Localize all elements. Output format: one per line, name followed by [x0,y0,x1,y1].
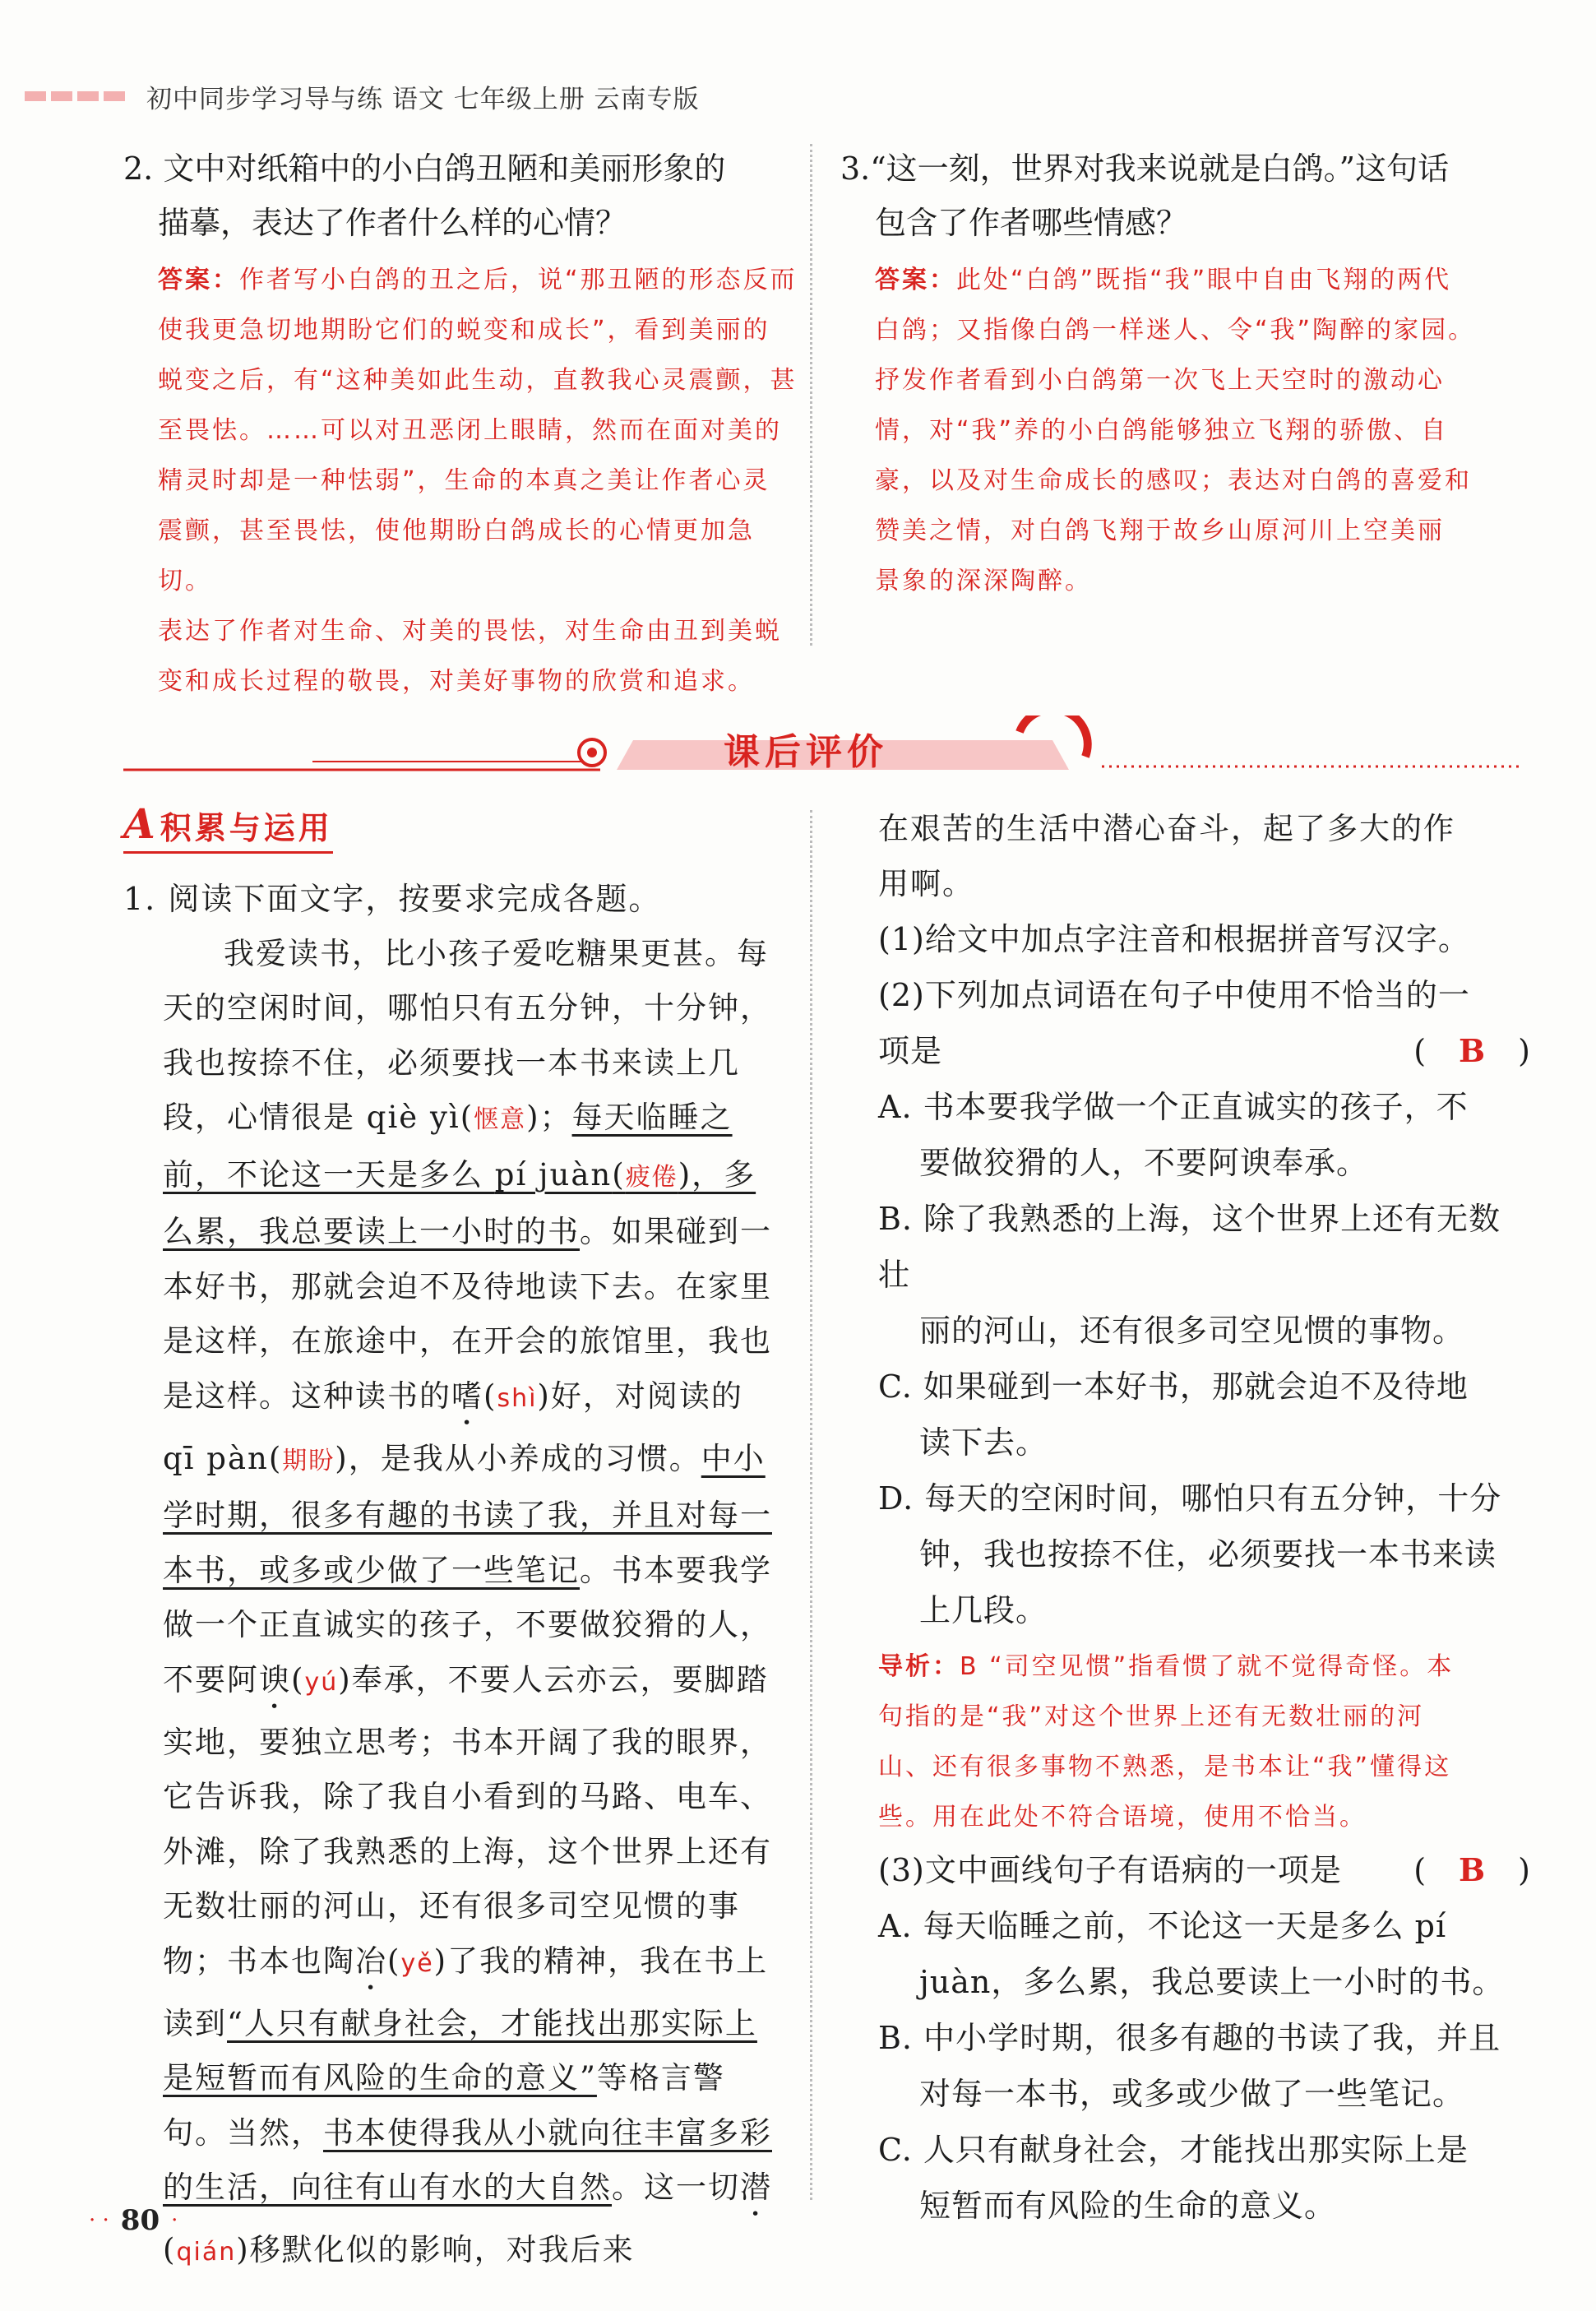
sub-question-3: (3)文中画线句子有语病的一项是 [878,1852,1342,1888]
pinyin: qiè yì [366,1100,460,1135]
s3-option-b-line2: 对每一本书，或多或少做了一些笔记。 [919,2076,1465,2112]
pinyin: qī pàn [163,1440,269,1476]
answer-line: 至畏怯。……可以对丑恶闭上眼睛，然而在面对美的 [158,416,782,445]
answer-line: 情，对“我”养的小白鸽能够独立飞翔的骄傲、自 [875,416,1449,445]
analysis [840,1642,1531,1842]
option-c-line2: 读下去。 [919,1424,1048,1461]
analysis-line: B “司空见惯”指看惯了就不觉得奇怪。本 [960,1652,1455,1681]
sub-question-2-row [840,1023,1531,1079]
passage [120,927,781,2281]
answer-line: 表达了作者对生命、对美的畏怯，对生命由丑到美蜕 [158,617,782,646]
pinyin: pí juàn [494,1156,613,1193]
page-number: 80 [120,2204,160,2237]
question-2 [123,141,798,706]
answer-line: 景象的深深陶醉。 [875,567,1092,595]
option-d-line1: D. 每天的空闲时间，哪怕只有五分钟，十分 [878,1480,1502,1517]
header-title: 初中同步学习导与练 语文 七年级上册 云南专版 [146,84,700,114]
q3-line1: 3.“这一刻，世界对我来说就是白鸽。”这句话 [840,151,1450,187]
option-d-line2: 钟，我也按捺不住，必须要找一本书来读 [919,1536,1497,1572]
analysis-line: 山、还有很多事物不熟悉，是书本让“我”懂得这 [878,1753,1452,1781]
analysis-line: 句指的是“我”对这个世界上还有无数壮丽的河 [878,1702,1425,1731]
header-decoration [25,91,125,101]
answer-line: 豪，以及对生命成长的感叹；表达对白鸽的喜爱和 [875,466,1472,495]
answer-line: 使我更急切地期盼它们的蜕变和成长”，看到美丽的 [158,316,770,345]
answer-bracket: ( B ) [1413,1032,1531,1069]
answer-line: 作者写小白鸽的丑之后，说“那丑陋的形态反而 [239,266,798,294]
option-a-line1: A. 书本要我学做一个正直诚实的孩子，不 [878,1089,1469,1125]
s3-option-c-line2: 短暂而有风险的生命的意义。 [919,2188,1337,2224]
right-column [840,802,1531,2234]
page-footer [89,2204,178,2237]
answer-line: 震颤，甚至畏怯，使他期盼白鸽成长的心情更加急切。 [158,516,755,595]
answer-choice: B [1459,1851,1487,1888]
sub-question-1: (1)给文中加点字注音和根据拼音写汉字。 [878,921,1470,957]
footer-dot: · [171,2208,178,2233]
sub-question-2: (2)下列加点词语在句子中使用不恰当的一 [878,977,1470,1013]
blank-answer: 惬意 [474,1105,527,1134]
column-divider [810,810,812,2200]
column-divider [810,144,812,646]
answer-label: 答案： [875,266,956,294]
option-b-line1: B. 除了我熟悉的上海，这个世界上还有无数壮 [878,1201,1501,1293]
answer-line: 精灵时却是一种怯弱”，生命的本真之美让作者心灵 [158,466,770,495]
page-header [25,76,700,117]
blank-answer: 疲倦 [625,1162,678,1192]
answer-line: 变和成长过程的敬畏，对美好事物的欣赏和追求。 [158,667,755,696]
option-d-line3: 上几段。 [919,1592,1048,1628]
section-a-heading [123,799,333,854]
blank-answer: yú [304,1667,339,1697]
q2-line1: 2. 文中对纸箱中的小白鸽丑陋和美丽形象的 [123,151,726,187]
banner-title: 课后评价 [724,731,888,773]
footer-dots: · · [89,2208,109,2233]
question-3 [840,141,1531,606]
answer-bracket: ( B ) [1413,1851,1531,1888]
answer-line: 蜕变之后，有“这种美如此生动，直教我心灵震颤，甚 [158,366,798,395]
passage-text: 我爱读书，比小孩子爱吃糖果更甚。每天的空闲时间，哪怕只有五分钟，十分钟，我也按捺不住，必须要找一本书来读上几段，心情很是 qiè yì(惬意)；每天临睡之前，不论这一天是多么 pí juàn(疲倦)，多么累，我总要读上一小时的书。如果碰到一本好书，那就会迫不及待地读下去。在家里是这样，在旅途中，在开会的旅馆里，我也是这样。这种读书的嗜(shì)好，对阅读的 qī pàn(期盼)，是我从小养成的习惯。中小学时期，很多有趣的书读了我，并且对每一本书，或多或少做了一些笔记。书本要我学做一个正直诚实的孩子，不要做狡猾的人，不要阿谀(yú)奉承，不要人云亦云，要脚踏实地，要独立思考；书本开阔了我的眼界，它告诉我，除了我自小看到的马路、电车、外滩，除了我熟悉的上海，这个世界上还有无数壮丽的河山，还有很多司空见惯的事物；书本也陶冶(yě)了我的精神，我在书上读到“人只有献身社会，才能找出那实际上是短暂而有风险的生命的意义”等格言警句。当然，书本使得我从小就向往丰富多彩的生活，向往有山有水的大自然。这一切潜(qián)移默化似的影响，对我后来 [163,935,772,2267]
blank-answer: 期盼 [282,1446,335,1475]
s3-option-a-line2: juàn，多么累，我总要读上一小时的书。 [919,1964,1505,2000]
answer-label: 答案： [158,266,239,294]
q1-block [120,872,781,2281]
blank-answer: yě [400,1948,434,1978]
sub-question-3-row [840,1842,1531,1898]
q2-line2: 描摹，表达了作者什么样的心情？ [158,205,627,241]
q1-stem: 1. 阅读下面文字，按要求完成各题。 [123,881,662,917]
section-a-letter: A [123,799,155,848]
answer-line: 白鸽；又指像白鸽一样迷人、令“我”陶醉的家园。 [875,316,1476,345]
answer-line: 抒发作者看到小白鸽第一次飞上天空时的激动心 [875,366,1445,395]
blank-answer: qián [176,2238,237,2267]
passage-end-2: 用啊。 [878,865,974,901]
option-c-line1: C. 如果碰到一本好书，那就会迫不及待地 [878,1369,1469,1405]
q3-answer [840,255,1531,606]
q3-line2: 包含了作者哪些情感？ [875,205,1188,241]
sub-question-2-line2: 项是 [878,1033,943,1069]
analysis-label: 导析： [878,1652,960,1681]
section-a-title: 积累与运用 [160,809,333,846]
q2-answer [123,255,798,706]
blank-answer: shì [497,1383,538,1413]
answer-choice: B [1459,1032,1487,1069]
s3-option-a-line1: A. 每天临睡之前，不论这一天是多么 pí [878,1908,1447,1944]
s3-option-b-line1: B. 中小学时期，很多有趣的书读了我，并且 [878,2020,1501,2056]
analysis-line: 些。用在此处不符合语境，使用不恰当。 [878,1803,1367,1832]
passage-end-1: 在艰苦的生活中潜心奋斗，起了多大的作 [878,811,1455,846]
section-banner [123,716,1521,781]
answer-line: 此处“白鸽”既指“我”眼中自由飞翔的两代 [956,266,1452,294]
option-a-line2: 要做狡猾的人，不要阿谀奉承。 [919,1145,1369,1181]
s3-option-c-line1: C. 人只有献身社会，才能找出那实际上是 [878,2132,1469,2168]
answer-line: 赞美之情，对白鸽飞翔于故乡山原河川上空美丽 [875,516,1445,545]
option-b-line2: 丽的河山，还有很多司空见惯的事物。 [919,1313,1465,1349]
